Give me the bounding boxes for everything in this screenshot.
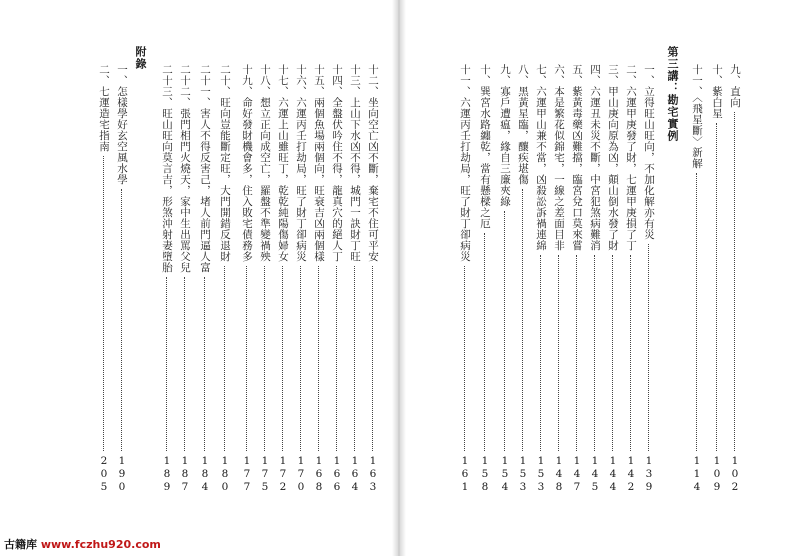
toc-entry bbox=[330, 64, 344, 494]
toc-entry-page: 158 bbox=[479, 455, 491, 494]
toc-entry bbox=[624, 64, 638, 494]
page-gutter bbox=[392, 0, 406, 556]
toc-leader-dots bbox=[166, 277, 167, 451]
watermark-logo: 古籍库 bbox=[4, 538, 37, 551]
toc-entry bbox=[570, 64, 584, 494]
toc-entry-title: 十一、〈飛星斷〉新解 bbox=[691, 64, 703, 169]
toc-entry bbox=[198, 64, 212, 494]
toc-leader-dots bbox=[184, 277, 185, 451]
toc-entry bbox=[178, 64, 192, 494]
toc-entry-title: 十六、六運丙壬打劫局，旺了財丁卻病災 bbox=[295, 64, 307, 262]
toc-leader-dots bbox=[522, 189, 523, 451]
toc-leader-dots bbox=[504, 211, 505, 451]
toc-entry bbox=[218, 64, 232, 494]
toc-leader-dots bbox=[282, 266, 283, 451]
toc-entry-title: 十五、兩個魚場兩個向，旺衰吉凶兩個樣 bbox=[313, 64, 325, 262]
toc-entry-page: 153 bbox=[517, 455, 529, 494]
toc-leader-dots bbox=[696, 173, 697, 451]
toc-entry-title: 二十二、張門相門火燒天，家中生出罵父兒 bbox=[179, 64, 191, 273]
toc-entry-title: 十八、想立正向成空亡，羅盤不準變禍殃 bbox=[259, 64, 271, 262]
toc-entry-title: 二、六運甲庚發了財，七運甲庚損了丁 bbox=[625, 64, 637, 251]
toc-leader-dots bbox=[354, 266, 355, 451]
toc-leader-dots bbox=[540, 255, 541, 451]
toc-leader-dots bbox=[121, 189, 122, 451]
toc-entry bbox=[478, 64, 492, 494]
toc-leader-dots bbox=[716, 123, 717, 451]
toc-entry bbox=[458, 64, 472, 494]
toc-entry bbox=[606, 64, 620, 494]
toc-entry bbox=[642, 64, 656, 494]
toc-entry-page: 170 bbox=[295, 455, 307, 494]
toc-entry-title: 四、六運丑未災不斷，中宮犯煞病難消 bbox=[589, 64, 601, 251]
toc-leader-dots bbox=[336, 266, 337, 451]
toc-leader-dots bbox=[484, 233, 485, 451]
toc-entry-title: 十四、全盤伏吟住不得，龍真穴的絕人丁 bbox=[331, 64, 343, 262]
toc-entry-title: 二十一、害人不得反害己，堵人前門逼人富 bbox=[199, 64, 211, 273]
toc-leader-dots bbox=[734, 112, 735, 451]
toc-entry-page: 166 bbox=[331, 455, 343, 494]
toc-leader-dots bbox=[204, 277, 205, 451]
toc-entry-title: 二、七運造宅指南 bbox=[98, 64, 110, 152]
toc-entry bbox=[588, 64, 602, 494]
toc-entry bbox=[710, 64, 724, 494]
toc-entry bbox=[240, 64, 254, 494]
toc-entry-page: 148 bbox=[553, 455, 565, 494]
toc-entry-page: 147 bbox=[571, 455, 583, 494]
toc-leader-dots bbox=[648, 244, 649, 451]
watermark-url: www.fczhu920.com bbox=[40, 538, 161, 551]
toc-entry-title: 十七、六運上山雖旺丁，乾乾純陽傷婦女 bbox=[277, 64, 289, 262]
toc-entry-page: 142 bbox=[625, 455, 637, 494]
toc-entry-page: 187 bbox=[179, 455, 191, 494]
toc-entry bbox=[258, 64, 272, 494]
toc-entry-title: 三、甲山庚向原為凶，顛山倒水發了財 bbox=[607, 64, 619, 251]
toc-leader-dots bbox=[576, 255, 577, 451]
toc-entry bbox=[160, 64, 174, 494]
toc-entry-page: 153 bbox=[535, 455, 547, 494]
toc-leader-dots bbox=[558, 255, 559, 451]
toc-entry bbox=[366, 64, 380, 494]
toc-leader-dots bbox=[612, 255, 613, 451]
toc-entry bbox=[728, 64, 742, 494]
toc-entry bbox=[97, 64, 111, 494]
toc-entry-title: 七、六運甲山兼不當，凶殺訟訴禍連綿 bbox=[535, 64, 547, 251]
toc-entry-title: 十二、坐向空亡凶不斷，棄宅不住可平安 bbox=[367, 64, 379, 262]
toc-leader-dots bbox=[103, 156, 104, 451]
toc-entry-title: 一、怎樣學好玄空風水學 bbox=[116, 64, 128, 185]
toc-entry-page: 172 bbox=[277, 455, 289, 494]
toc-entry-title: 十、巽宮水路纏乾，當有懸樑之厄 bbox=[479, 64, 491, 229]
toc-entry-page: 190 bbox=[116, 455, 128, 494]
toc-entry-page: 114 bbox=[691, 455, 703, 494]
toc-entry-title: 十九、命好發財機會多，住入敗宅債務多 bbox=[241, 64, 253, 262]
lecture-heading: 第三講：勘宅實例 bbox=[666, 46, 679, 142]
toc-entry bbox=[516, 64, 530, 494]
toc-entry bbox=[348, 64, 362, 494]
toc-entry bbox=[690, 64, 704, 494]
toc-entry-page: 189 bbox=[161, 455, 173, 494]
toc-entry-title: 十三、上山下水凶不得，城門一訣財丁旺 bbox=[349, 64, 361, 262]
toc-entry bbox=[552, 64, 566, 494]
toc-entry-page: 161 bbox=[459, 455, 471, 494]
toc-entry-title: 九、直向 bbox=[729, 64, 741, 108]
toc-entry-page: 144 bbox=[607, 455, 619, 494]
toc-leader-dots bbox=[318, 266, 319, 451]
toc-entry-title: 六、本是繁花似錦宅，一線之差面目非 bbox=[553, 64, 565, 251]
toc-entry-page: 102 bbox=[729, 455, 741, 494]
toc-entry bbox=[294, 64, 308, 494]
toc-entry-title: 十一、六運丙壬打劫局，旺了財丁卻病災 bbox=[459, 64, 471, 262]
toc-entry-page: 145 bbox=[589, 455, 601, 494]
toc-entry-title: 九、寡戶遭瘟，緣自三廉夾綠 bbox=[499, 64, 511, 207]
toc-entry-title: 一、立得旺山旺向，不加化解亦有災 bbox=[643, 64, 655, 240]
toc-leader-dots bbox=[246, 266, 247, 451]
toc-leader-dots bbox=[464, 266, 465, 451]
toc-entry-page: 175 bbox=[259, 455, 271, 494]
toc-leader-dots bbox=[594, 255, 595, 451]
toc-entry-title: 五、紫黃毒藥凶難擋，臨宮兌口莫來嘗 bbox=[571, 64, 583, 251]
toc-entry-page: 109 bbox=[711, 455, 723, 494]
toc-entry bbox=[498, 64, 512, 494]
toc-entry-page: 168 bbox=[313, 455, 325, 494]
toc-entry-title: 二十、旺向豈能斷定旺，大門開錯反退財 bbox=[219, 64, 231, 262]
toc-leader-dots bbox=[630, 255, 631, 451]
toc-entry-title: 十、紫白星 bbox=[711, 64, 723, 119]
toc-entry-title: 八、黑黃星臨，釀疾堪傷 bbox=[517, 64, 529, 185]
toc-entry-page: 163 bbox=[367, 455, 379, 494]
toc-entry-page: 184 bbox=[199, 455, 211, 494]
toc-entry-page: 205 bbox=[98, 455, 110, 494]
toc-entry bbox=[312, 64, 326, 494]
toc-leader-dots bbox=[372, 266, 373, 451]
toc-entry bbox=[534, 64, 548, 494]
watermark bbox=[4, 536, 161, 552]
toc-leader-dots bbox=[224, 266, 225, 451]
toc-leader-dots bbox=[264, 266, 265, 451]
toc-entry-page: 139 bbox=[643, 455, 655, 494]
toc-entry-title: 二十三、旺山旺向莫言吉，形煞沖射妻墮胎 bbox=[161, 64, 173, 273]
toc-entry bbox=[115, 64, 129, 494]
toc-entry bbox=[276, 64, 290, 494]
appendix-heading: 附錄 bbox=[134, 46, 147, 70]
toc-entry-page: 177 bbox=[241, 455, 253, 494]
toc-leader-dots bbox=[300, 266, 301, 451]
toc-entry-page: 154 bbox=[499, 455, 511, 494]
toc-entry-page: 180 bbox=[219, 455, 231, 494]
toc-entry-page: 164 bbox=[349, 455, 361, 494]
